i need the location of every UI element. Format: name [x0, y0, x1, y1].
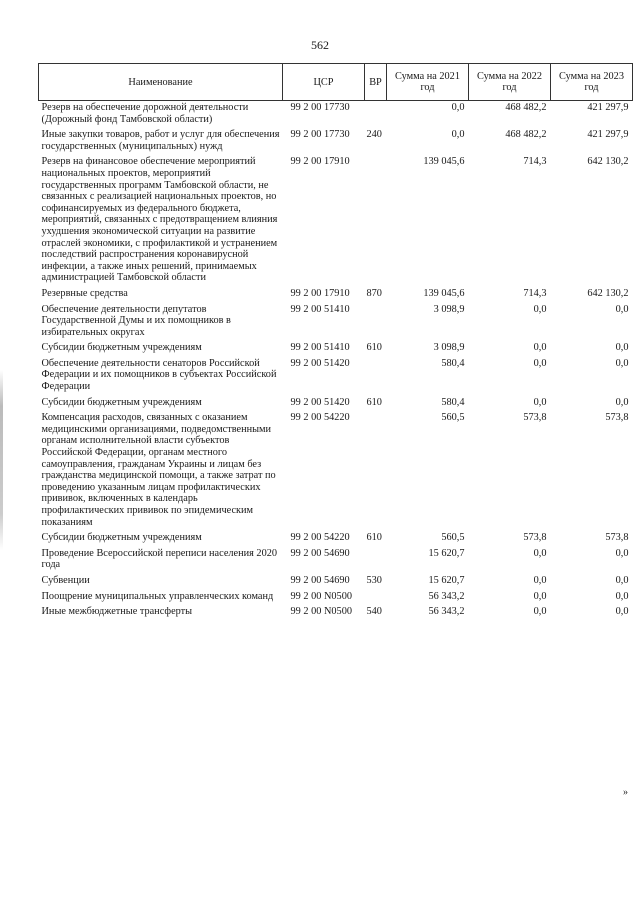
row-name: Резерв на финансовое обеспечение мероприятий национальных проектов, мероприятий государственных программ Тамбовской области, не связанных с реализацией национальных проектов, но софинансируемых из федерального бюджета, мероприятий, связанных с предотвращением влияния ухудшения экономической ситуации на развитие отраслей экономики, с профилактикой и устранением последствий распространения коронавирусной инфекции, а также иных решений, принимаемых администрацией Тамбовской области	[41, 156, 278, 284]
row-sum-2023: 573,8	[605, 532, 629, 544]
closing-quote-mark: »	[623, 787, 628, 798]
row-name: Обеспечение деятельности депутатов Государственной Думы и их помощников в избирательных округах	[41, 303, 231, 338]
row-name: Субсидии бюджетным учреждениям	[41, 532, 202, 544]
table-row	[39, 396, 633, 412]
row-vr	[365, 590, 387, 606]
row-name: Иные закупки товаров, работ и услуг для обеспечения государственных (муниципальных) нужд	[41, 129, 280, 152]
row-vr: 240	[366, 129, 382, 141]
scan-edge-artifact	[0, 370, 3, 550]
table-row	[39, 128, 633, 155]
row-sum-2023: 642 130,2	[587, 287, 629, 299]
row-name: Обеспечение деятельности сенаторов Российской Федерации и их помощников в субъектах Российской Федерации	[41, 357, 277, 393]
row-sum-2022: 0,0	[533, 342, 547, 354]
budget-table	[38, 63, 633, 621]
row-sum-2021: 3 098,9	[433, 342, 465, 354]
row-sum-2021: 0,0	[451, 129, 465, 141]
row-vr: 870	[366, 287, 382, 299]
row-vr	[365, 101, 387, 129]
row-sum-2023: 0,0	[615, 342, 629, 354]
table-row	[39, 101, 633, 129]
row-sum-2021: 560,5	[441, 532, 465, 544]
row-sum-2023: 0,0	[615, 574, 629, 586]
table-row	[39, 574, 633, 590]
row-sum-2022: 714,3	[523, 156, 547, 168]
row-sum-2022: 0,0	[533, 574, 547, 586]
header-sum-2022: Сумма на 2022 год	[469, 64, 551, 101]
row-name: Субвенции	[41, 574, 90, 586]
row-sum-2023: 642 130,2	[587, 156, 629, 168]
row-csr: 99 2 00 N0500	[290, 590, 352, 602]
row-sum-2022: 0,0	[533, 357, 547, 369]
table-row	[39, 547, 633, 574]
table-row	[39, 341, 633, 357]
table-row	[39, 590, 633, 606]
row-sum-2021: 56 343,2	[428, 606, 465, 618]
header-name: Наименование	[39, 64, 283, 101]
row-vr	[365, 411, 387, 531]
row-csr: 99 2 00 54220	[290, 412, 350, 424]
row-sum-2023: 0,0	[615, 357, 629, 369]
row-sum-2021: 3 098,9	[433, 303, 465, 315]
row-sum-2023: 421 297,9	[587, 102, 629, 113]
table-row	[39, 605, 633, 621]
table-row	[39, 357, 633, 396]
row-sum-2022: 0,0	[533, 547, 547, 559]
row-vr	[365, 547, 387, 574]
row-vr: 610	[366, 342, 382, 354]
row-sum-2022: 0,0	[533, 606, 547, 618]
row-sum-2023: 421 297,9	[587, 129, 629, 141]
row-name: Резервные средства	[41, 287, 128, 299]
row-sum-2021: 139 045,6	[423, 156, 465, 168]
row-csr: 99 2 00 51410	[290, 342, 350, 354]
row-csr: 99 2 00 17730	[290, 102, 350, 113]
row-sum-2022: 0,0	[533, 303, 547, 315]
row-name: Субсидии бюджетным учреждениям	[41, 342, 202, 354]
header-sum-2023: Сумма на 2023 год	[551, 64, 633, 101]
row-csr: 99 2 00 51420	[290, 396, 350, 408]
header-csr: ЦСР	[283, 64, 365, 101]
row-csr: 99 2 00 51410	[290, 303, 350, 315]
row-vr	[365, 357, 387, 396]
row-sum-2023: 0,0	[615, 303, 629, 315]
row-sum-2021: 15 620,7	[428, 574, 465, 586]
row-sum-2022: 468 482,2	[505, 102, 547, 113]
row-name: Проведение Всероссийской переписи населения 2020 года	[41, 547, 278, 571]
table-row	[39, 287, 633, 303]
row-sum-2021: 580,4	[441, 357, 465, 369]
table-row	[39, 411, 633, 531]
row-csr: 99 2 00 54220	[290, 532, 350, 544]
row-csr: 99 2 00 N0500	[290, 606, 352, 618]
row-vr: 610	[366, 532, 382, 544]
row-csr: 99 2 00 54690	[290, 574, 350, 586]
row-csr: 99 2 00 17910	[290, 287, 350, 299]
row-sum-2021: 580,4	[441, 396, 465, 408]
row-sum-2021: 15 620,7	[428, 547, 465, 559]
row-sum-2022: 573,8	[523, 532, 547, 544]
header-sum-2021: Сумма на 2021 год	[387, 64, 469, 101]
row-sum-2021: 139 045,6	[423, 287, 465, 299]
row-name: Поощрение муниципальных управленческих команд	[41, 590, 274, 602]
row-csr: 99 2 00 17730	[290, 129, 350, 141]
table-header	[39, 64, 633, 101]
row-name: Компенсация расходов, связанных с оказанием медицинскими организациями, подведомственными органам исполнительной власти субъектов Российской Федерации, органам местного самоуправления, гражданам Украины и лицам без гражданства медицинской помощи, а также затрат по проведению указанным лицам профилактических прививок, включенных в календарь профилактических прививок по эпидемическим показаниям	[41, 412, 276, 528]
row-name: Иные межбюджетные трансферты	[41, 606, 193, 618]
row-vr	[365, 155, 387, 287]
header-row	[39, 64, 633, 101]
page-number: 562	[311, 38, 329, 52]
row-sum-2022: 468 482,2	[505, 129, 547, 141]
table-row	[39, 303, 633, 342]
row-name: Резерв на обеспечение дорожной деятельности (Дорожный фонд Тамбовской области)	[41, 102, 249, 125]
row-vr: 530	[366, 574, 382, 586]
row-vr	[365, 303, 387, 342]
table-row	[39, 531, 633, 547]
row-sum-2023: 0,0	[615, 590, 629, 602]
row-sum-2023: 0,0	[615, 606, 629, 618]
row-vr: 540	[366, 606, 382, 618]
row-sum-2022: 573,8	[523, 412, 547, 424]
row-sum-2023: 573,8	[605, 412, 629, 424]
row-sum-2022: 0,0	[533, 396, 547, 408]
row-sum-2023: 0,0	[615, 547, 629, 559]
row-sum-2022: 0,0	[533, 590, 547, 602]
row-sum-2021: 56 343,2	[428, 590, 465, 602]
row-vr: 610	[366, 396, 382, 408]
row-csr: 99 2 00 54690	[290, 547, 350, 559]
header-vr: ВР	[365, 64, 387, 101]
row-sum-2021: 560,5	[441, 412, 465, 424]
table-row	[39, 155, 633, 287]
row-csr: 99 2 00 17910	[290, 156, 350, 168]
row-sum-2021: 0,0	[451, 102, 465, 113]
row-sum-2022: 714,3	[523, 287, 547, 299]
row-sum-2023: 0,0	[615, 396, 629, 408]
row-csr: 99 2 00 51420	[290, 357, 350, 369]
row-name: Субсидии бюджетным учреждениям	[41, 396, 202, 408]
table-body	[39, 101, 633, 621]
